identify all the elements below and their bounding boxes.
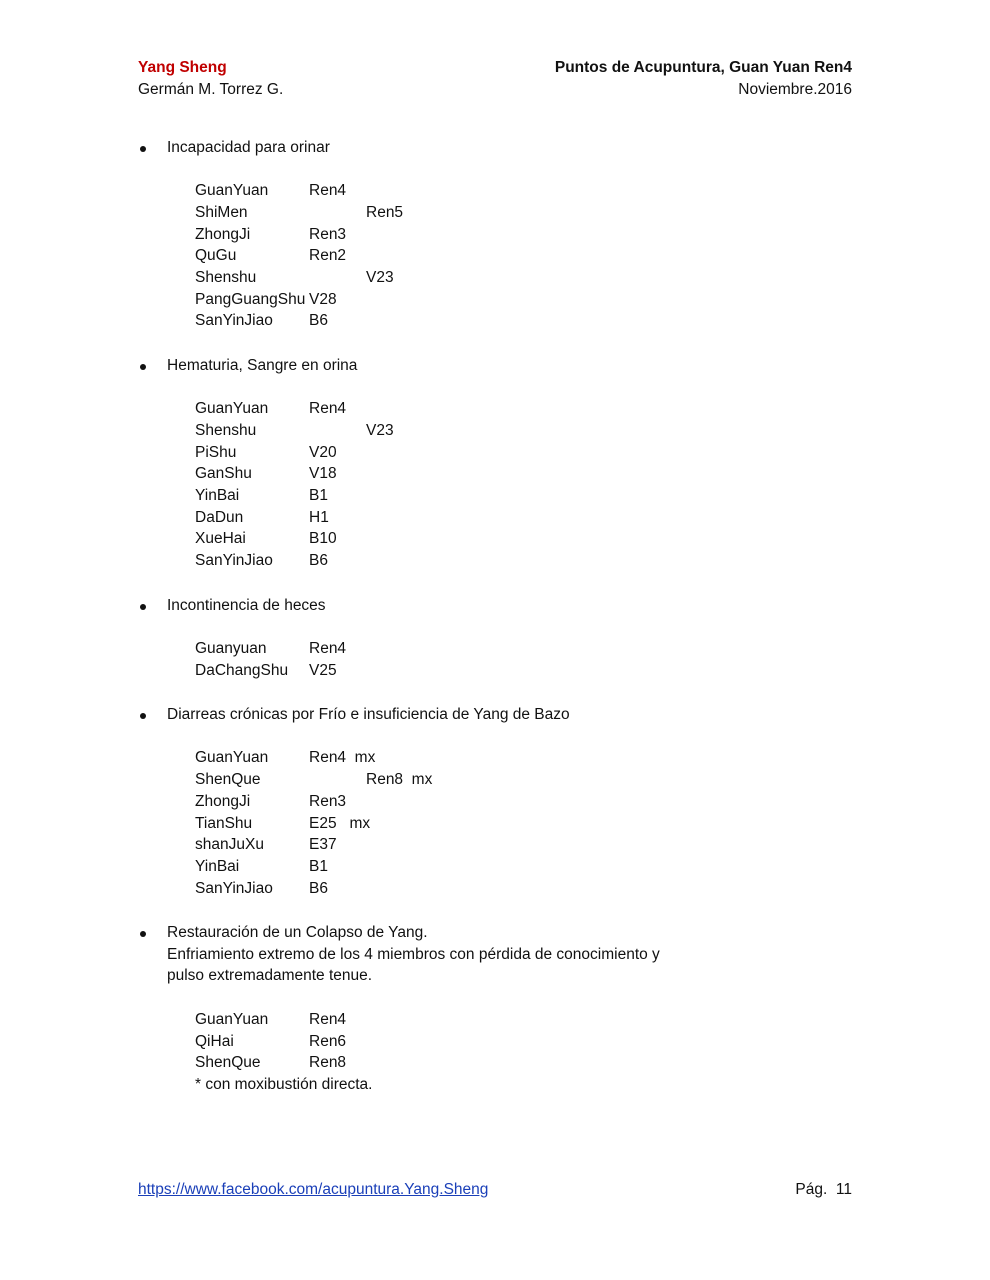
point-name: YinBai	[195, 487, 240, 504]
point-code: Ren5	[366, 204, 404, 221]
point-code: B1	[309, 487, 328, 504]
point-name: SanYinJiao	[195, 880, 273, 897]
point-name: Shenshu	[195, 422, 257, 439]
point-code: B1	[309, 858, 328, 875]
point-name: QiHai	[195, 1033, 234, 1050]
section-title: Diarreas crónicas por Frío e insuficiencia de Yang de Bazo	[167, 706, 570, 723]
point-code: V28	[309, 291, 337, 308]
point-code: Ren8 mx	[366, 771, 433, 788]
point-code: V18	[309, 465, 337, 482]
bullet-icon	[140, 604, 146, 610]
point-code: Ren8	[309, 1054, 347, 1071]
header-title: Puntos de Acupuntura, Guan Yuan Ren4	[554, 59, 852, 76]
point-name: GuanYuan	[195, 182, 269, 199]
point-code: Ren4 mx	[309, 749, 376, 766]
point-name: DaChangShu	[195, 662, 289, 679]
point-code: Ren4	[309, 182, 347, 199]
section-title: Incontinencia de heces	[167, 597, 326, 614]
point-code: Ren4	[309, 400, 347, 417]
point-name: GuanYuan	[195, 749, 269, 766]
point-name: ShiMen	[195, 204, 248, 221]
bullet-icon	[140, 364, 146, 370]
point-code: B6	[309, 312, 328, 329]
point-name: XueHai	[195, 530, 246, 547]
section-title: Incapacidad para orinar	[167, 139, 330, 156]
point-code: V23	[366, 269, 394, 286]
point-name: Guanyuan	[195, 640, 267, 657]
bullet-icon	[140, 146, 146, 152]
point-code: H1	[309, 509, 329, 526]
point-name: DaDun	[195, 509, 244, 526]
header-date: Noviembre.2016	[738, 81, 852, 98]
section-title: Hematuria, Sangre en orina	[167, 357, 358, 374]
section-title: Restauración de un Colapso de Yang.	[167, 924, 428, 941]
header-author: Germán M. Torrez G.	[138, 81, 284, 98]
point-name: ZhongJi	[195, 226, 251, 243]
point-name: TianShu	[195, 815, 253, 832]
section-description: pulso extremadamente tenue.	[167, 967, 373, 984]
point-code: E25 mx	[309, 815, 371, 832]
section-note: * con moxibustión directa.	[195, 1076, 373, 1093]
point-code: Ren4	[309, 640, 347, 657]
point-name: QuGu	[195, 247, 237, 264]
point-code: B6	[309, 552, 328, 569]
section-description: Enfriamiento extremo de los 4 miembros con pérdida de conocimiento y	[167, 946, 660, 963]
point-name: ZhongJi	[195, 793, 251, 810]
point-name: GuanYuan	[195, 1011, 269, 1028]
point-name: YinBai	[195, 858, 240, 875]
point-code: V23	[366, 422, 394, 439]
point-name: ShenQue	[195, 1054, 261, 1071]
point-code: V25	[309, 662, 337, 679]
bullet-icon	[140, 713, 146, 719]
point-name: Shenshu	[195, 269, 257, 286]
point-name: ShenQue	[195, 771, 261, 788]
point-code: Ren4	[309, 1011, 347, 1028]
footer-link[interactable]: https://www.facebook.com/acupuntura.Yang.Sheng	[138, 1181, 489, 1198]
point-code: Ren2	[309, 247, 347, 264]
point-code: B10	[309, 530, 337, 547]
point-code: B6	[309, 880, 328, 897]
point-name: GuanYuan	[195, 400, 269, 417]
page-number: Pág. 11	[795, 1181, 852, 1198]
point-code: Ren3	[309, 226, 347, 243]
point-name: PiShu	[195, 444, 237, 461]
header-brand: Yang Sheng	[138, 59, 227, 76]
point-code: Ren3	[309, 793, 347, 810]
point-code: E37	[309, 836, 337, 853]
bullet-icon	[140, 931, 146, 937]
point-code: V20	[309, 444, 337, 461]
point-name: shanJuXu	[195, 836, 264, 853]
point-name: GanShu	[195, 465, 252, 482]
point-code: Ren6	[309, 1033, 347, 1050]
point-name: PangGuangShu	[195, 291, 306, 308]
point-name: SanYinJiao	[195, 312, 273, 329]
point-name: SanYinJiao	[195, 552, 273, 569]
